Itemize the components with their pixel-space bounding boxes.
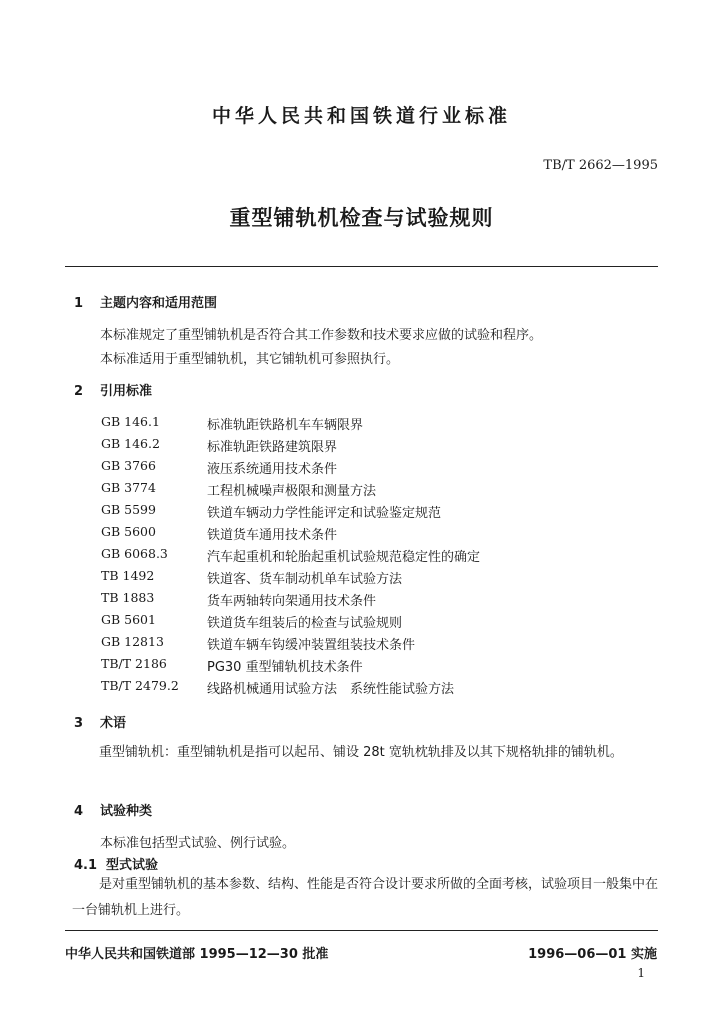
reference-title: PG30 重型铺轨机技术条件 bbox=[207, 660, 363, 675]
reference-code: GB 3766 bbox=[101, 458, 156, 473]
section-4-1-number: 4.1 bbox=[74, 858, 98, 873]
reference-code: GB 3774 bbox=[101, 480, 156, 495]
section-4-title: 试验种类 bbox=[100, 804, 153, 819]
reference-title: 货车两轴转向架通用技术条件 bbox=[207, 594, 377, 609]
reference-title: 铁道车辆车钩缓冲装置组装技术条件 bbox=[207, 638, 416, 653]
reference-title: 液压系统通用技术条件 bbox=[207, 462, 338, 477]
reference-code: GB 5599 bbox=[101, 502, 156, 517]
reference-title: 汽车起重机和轮胎起重机试验规范稳定性的确定 bbox=[207, 550, 481, 565]
footer-divider bbox=[65, 930, 658, 931]
reference-code: TB/T 2186 bbox=[101, 656, 167, 671]
section-3-paragraph: 重型铺轨机：重型铺轨机是指可以起吊、铺设 28t 宽轨枕轨排及以其下规格轨排的铺轨机。 bbox=[99, 745, 623, 760]
section-2-heading bbox=[74, 380, 152, 399]
section-4-1-heading bbox=[74, 854, 158, 873]
page-number: 1 bbox=[637, 966, 645, 980]
reference-title: 铁道客、货车制动机单车试验方法 bbox=[207, 572, 403, 587]
reference-title: 工程机械噪声极限和测量方法 bbox=[207, 484, 377, 499]
section-3-heading bbox=[74, 712, 126, 731]
section-1-paragraph-2: 本标准适用于重型铺轨机，其它铺轨机可参照执行。 bbox=[100, 352, 400, 367]
section-3-number: 3 bbox=[74, 716, 84, 731]
reference-title: 铁道货车通用技术条件 bbox=[207, 528, 338, 543]
section-1-number: 1 bbox=[74, 296, 84, 311]
section-1-paragraph-1: 本标准规定了重型铺轨机是否符合其工作参数和技术要求应做的试验和程序。 bbox=[100, 328, 543, 343]
section-1-title: 主题内容和适用范围 bbox=[100, 296, 218, 311]
effective-date: 1996—06—01 实施 bbox=[528, 947, 657, 962]
section-4-1-paragraph: 是对重型铺轨机的基本参数、结构、性能是否符合设计要求所做的全面考核，试验项目一般集中在一台铺轨机上进行。 bbox=[72, 877, 659, 918]
reference-code: GB 146.2 bbox=[101, 436, 160, 451]
reference-title: 标准轨距铁路建筑限界 bbox=[207, 440, 338, 455]
reference-code: GB 5601 bbox=[101, 612, 156, 627]
title-divider bbox=[65, 266, 658, 267]
standard-category-title: 中华人民共和国铁道行业标准 bbox=[211, 105, 511, 127]
reference-title: 线路机械通用试验方法 系统性能试验方法 bbox=[207, 682, 455, 697]
section-1-heading bbox=[74, 292, 217, 311]
section-4-number: 4 bbox=[74, 804, 84, 819]
reference-title: 铁道货车组装后的检查与试验规则 bbox=[207, 616, 403, 631]
standard-number: TB/T 2662—1995 bbox=[543, 158, 658, 173]
reference-code: GB 12813 bbox=[101, 634, 164, 649]
reference-code: TB/T 2479.2 bbox=[101, 678, 179, 693]
section-2-number: 2 bbox=[74, 384, 84, 399]
approval-info: 中华人民共和国铁道部 1995—12—30 批准 bbox=[65, 947, 329, 962]
reference-title: 铁道车辆动力学性能评定和试验鉴定规范 bbox=[207, 506, 442, 521]
section-4-1-title: 型式试验 bbox=[106, 858, 159, 873]
section-4-heading bbox=[74, 800, 152, 819]
reference-code: GB 146.1 bbox=[101, 414, 160, 429]
reference-code: GB 6068.3 bbox=[101, 546, 168, 561]
section-2-title: 引用标准 bbox=[100, 384, 153, 399]
section-3-title: 术语 bbox=[100, 716, 127, 731]
reference-code: TB 1492 bbox=[101, 568, 155, 583]
reference-title: 标准轨距铁路机车车辆限界 bbox=[207, 418, 364, 433]
reference-code: TB 1883 bbox=[101, 590, 155, 605]
document-title: 重型铺轨机检查与试验规则 bbox=[229, 206, 494, 230]
reference-code: GB 5600 bbox=[101, 524, 156, 539]
section-4-paragraph: 本标准包括型式试验、例行试验。 bbox=[100, 836, 296, 851]
